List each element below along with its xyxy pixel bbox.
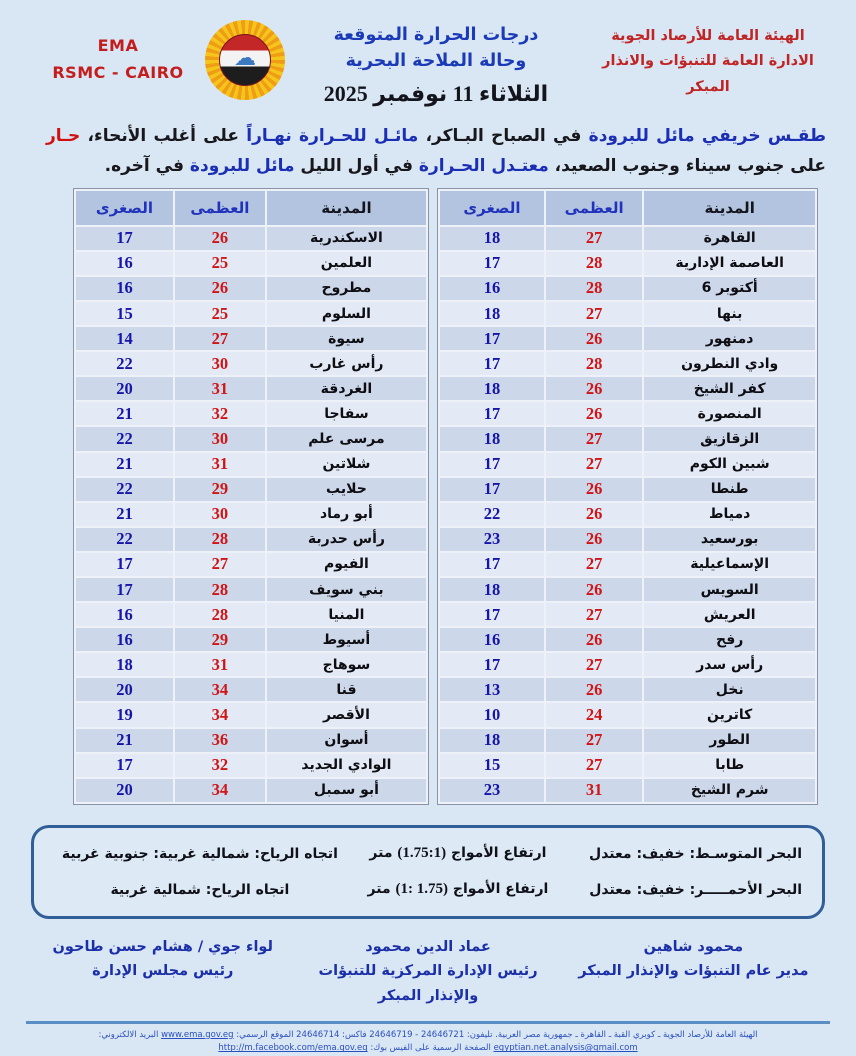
city-cell: طابا: [644, 754, 815, 777]
city-cell: أبو سمبل: [267, 779, 426, 802]
max-temp-cell: 28: [175, 603, 265, 626]
table-row: [76, 327, 426, 350]
footer-text: الصفحة الرسمية على الفيس بوك:: [367, 1043, 494, 1054]
max-temp-cell: 26: [175, 277, 265, 300]
city-cell: أبو رماد: [267, 503, 426, 526]
max-temp-cell: 27: [546, 603, 642, 626]
table-row: [76, 252, 426, 275]
min-temp-cell: 20: [76, 779, 173, 802]
signature-block: [295, 935, 560, 1009]
max-temp-cell: 26: [546, 478, 642, 501]
city-cell: بنها: [644, 302, 815, 325]
max-temp-cell: 26: [175, 227, 265, 250]
forecast-segment: معتـدل الحـرارة: [412, 156, 549, 177]
max-temp-cell: 32: [175, 754, 265, 777]
table-row: [440, 779, 815, 802]
signature-name: عماد الدين محمود: [365, 938, 491, 955]
temperature-table-coast-upper-egypt: [73, 188, 429, 805]
min-temp-cell: 22: [76, 528, 173, 551]
min-temp-cell: 16: [76, 628, 173, 651]
min-temp-cell: 17: [76, 227, 173, 250]
min-temp-cell: 23: [440, 779, 544, 802]
max-temp-cell: 27: [546, 553, 642, 576]
table-row: [76, 754, 426, 777]
table-row: [440, 503, 815, 526]
city-cell: رفح: [644, 628, 815, 651]
city-cell: دمنهور: [644, 327, 815, 350]
forecast-paragraph: [46, 121, 826, 182]
max-temp-cell: 28: [546, 252, 642, 275]
min-temp-cell: 15: [440, 754, 544, 777]
max-temp-cell: 29: [175, 628, 265, 651]
city-cell: الطور: [644, 729, 815, 752]
sea-state: البحر الأحمـــــر: خفيف: معتدل: [589, 881, 802, 898]
max-temp-cell: 27: [546, 302, 642, 325]
city-cell: طنطا: [644, 478, 815, 501]
wave-height-unit: متر: [367, 881, 396, 898]
wind-direction: اتجاه الرياح: شمالية غربية: جنوبية غربية: [61, 845, 338, 862]
forecast-segment: في الصباح البـاكر،: [418, 125, 582, 146]
document-date: الثلاثاء 11 نوفمبر 2025: [323, 80, 549, 106]
min-temp-cell: 16: [76, 277, 173, 300]
city-cell: 6 أكتوبر: [644, 277, 815, 300]
city-cell: الوادي الجديد: [267, 754, 426, 777]
city-cell: الإسماعيلية: [644, 553, 815, 576]
city-cell: سيوة: [267, 327, 426, 350]
city-cell: نخل: [644, 678, 815, 701]
forecast-segment: على جنوب سيناء وجنوب الصعيد،: [548, 156, 826, 177]
max-temp-cell: 26: [546, 628, 642, 651]
city-cell: شرم الشيخ: [644, 779, 815, 802]
city-cell: المنصورة: [644, 402, 815, 425]
max-temp-cell: 31: [546, 779, 642, 802]
city-cell: سوهاج: [267, 653, 426, 676]
min-temp-cell: 21: [76, 729, 173, 752]
ema-rsmc-cairo: RSMC - CAIRO: [52, 63, 184, 83]
min-temp-cell: 18: [440, 729, 544, 752]
max-temp-cell: 34: [175, 779, 265, 802]
min-temp-cell: 18: [440, 377, 544, 400]
max-temp-cell: 31: [175, 453, 265, 476]
max-temp-cell: 27: [546, 653, 642, 676]
ema-sun-logo-icon: [205, 20, 285, 100]
table-row: [440, 653, 815, 676]
city-cell: كفر الشيخ: [644, 377, 815, 400]
marine-row: [54, 836, 802, 872]
forecast-segment: مائـل للحـرارة نهـاراً: [238, 125, 419, 146]
city-cell: الأقصر: [267, 703, 426, 726]
wave-height-value: (1: 1.75): [395, 881, 448, 898]
table-row: [440, 277, 815, 300]
max-temp-cell: 30: [175, 427, 265, 450]
city-cell: بورسعيد: [644, 528, 815, 551]
table-row: [76, 302, 426, 325]
table-row: [440, 478, 815, 501]
max-temp-cell: 25: [175, 252, 265, 275]
marine-conditions-box: [31, 825, 825, 919]
city-cell: حلايب: [267, 478, 426, 501]
min-temp-cell: 16: [440, 628, 544, 651]
table-row: [76, 352, 426, 375]
table-row: [76, 453, 426, 476]
city-cell: السلوم: [267, 302, 426, 325]
max-temp-cell: 26: [546, 503, 642, 526]
min-temp-cell: 18: [440, 227, 544, 250]
min-temp-cell: 17: [76, 553, 173, 576]
forecast-segment: حـار: [46, 125, 81, 146]
table-row: [440, 603, 815, 626]
max-temp-cell: 26: [546, 578, 642, 601]
table-row: [76, 478, 426, 501]
min-temp-cell: 22: [76, 427, 173, 450]
min-temp-cell: 17: [440, 402, 544, 425]
logo-wrap: [202, 18, 288, 100]
min-temp-cell: 18: [440, 578, 544, 601]
min-temp-cell: 21: [76, 503, 173, 526]
min-temp-cell: 17: [440, 327, 544, 350]
max-temp-cell: 31: [175, 377, 265, 400]
min-temp-cell: 17: [440, 453, 544, 476]
egypt-flag-disc-icon: [219, 34, 271, 86]
table-row: [76, 703, 426, 726]
wind-direction: اتجاه الرياح: شمالية غربية: [110, 881, 290, 898]
table-row: [76, 603, 426, 626]
table-row: [76, 678, 426, 701]
city-cell: وادي النطرون: [644, 352, 815, 375]
max-temp-cell: 26: [546, 678, 642, 701]
column-header-city: المدينة: [644, 191, 815, 225]
max-temp-cell: 24: [546, 703, 642, 726]
wave-height-label: ارتفاع الأمواج: [448, 881, 549, 898]
wave-height: [346, 845, 570, 862]
max-temp-cell: 26: [546, 377, 642, 400]
ema-block: [34, 18, 202, 86]
table-row: [440, 302, 815, 325]
min-temp-cell: 17: [440, 352, 544, 375]
min-temp-cell: 17: [440, 252, 544, 275]
city-cell: الغردقة: [267, 377, 426, 400]
title-block: [288, 18, 584, 107]
city-cell: الزقازيق: [644, 427, 815, 450]
city-cell: أسوان: [267, 729, 426, 752]
city-cell: بني سويف: [267, 578, 426, 601]
signature-title: مدير عام التنبؤات والإنذار المبكر: [578, 963, 809, 980]
min-temp-cell: 18: [440, 302, 544, 325]
min-temp-cell: 18: [440, 427, 544, 450]
city-cell: قنا: [267, 678, 426, 701]
table-row: [76, 227, 426, 250]
city-cell: السويس: [644, 578, 815, 601]
table-row: [440, 252, 815, 275]
table-row: [440, 453, 815, 476]
footer-contact-line: [30, 1029, 826, 1056]
min-temp-cell: 20: [76, 678, 173, 701]
table-row: [76, 578, 426, 601]
table-row: [76, 402, 426, 425]
city-cell: الاسكندرية: [267, 227, 426, 250]
wave-height-label: ارتفاع الأمواج: [446, 845, 547, 862]
forecast-segment: في أول الليل: [294, 156, 413, 177]
table-row: [440, 528, 815, 551]
temperature-tables: [73, 188, 818, 805]
max-temp-cell: 27: [546, 427, 642, 450]
table-row: [76, 503, 426, 526]
table-row: [440, 427, 815, 450]
wave-height-value: (1.75:1): [397, 845, 447, 862]
table-row: [76, 427, 426, 450]
city-cell: مرسى علم: [267, 427, 426, 450]
column-header-city: المدينة: [267, 191, 426, 225]
max-temp-cell: 28: [546, 277, 642, 300]
min-temp-cell: 17: [76, 754, 173, 777]
min-temp-cell: 22: [440, 503, 544, 526]
city-cell: مطروح: [267, 277, 426, 300]
wave-height-unit: متر: [369, 845, 398, 862]
document-title: درجات الحرارة المتوقعة وحالة الملاحة البحرية: [333, 25, 539, 72]
max-temp-cell: 27: [546, 227, 642, 250]
ema-abbr: EMA: [97, 36, 139, 55]
min-temp-cell: 17: [440, 603, 544, 626]
min-temp-cell: 20: [76, 377, 173, 400]
max-temp-cell: 34: [175, 678, 265, 701]
min-temp-cell: 22: [76, 352, 173, 375]
city-cell: رأس حدربة: [267, 528, 426, 551]
table-header-row: [440, 191, 815, 225]
min-temp-cell: 23: [440, 528, 544, 551]
table-header-row: [76, 191, 426, 225]
marine-row: [54, 872, 802, 908]
min-temp-cell: 17: [76, 578, 173, 601]
cloud-icon: ☁: [234, 45, 256, 71]
max-temp-cell: 26: [546, 402, 642, 425]
min-temp-cell: 17: [440, 553, 544, 576]
max-temp-cell: 28: [175, 578, 265, 601]
table-row: [440, 377, 815, 400]
max-temp-cell: 28: [175, 528, 265, 551]
max-temp-cell: 30: [175, 503, 265, 526]
footer-link[interactable]: http://m.facebook.com/ema.gov.eg: [218, 1043, 368, 1054]
column-header-min: الصغرى: [76, 191, 173, 225]
signature-name: محمود شاهين: [643, 938, 744, 955]
table-row: [76, 653, 426, 676]
max-temp-cell: 26: [546, 327, 642, 350]
city-cell: العريش: [644, 603, 815, 626]
min-temp-cell: 19: [76, 703, 173, 726]
table-row: [440, 553, 815, 576]
table-row: [440, 703, 815, 726]
max-temp-cell: 36: [175, 729, 265, 752]
sea-state: البحر المتوسـط: خفيف: معتدل: [589, 845, 802, 862]
max-temp-cell: 27: [175, 553, 265, 576]
city-cell: رأس سدر: [644, 653, 815, 676]
table-row: [76, 779, 426, 802]
authority-department: الادارة العامة للتنبؤات والانذار المبكر: [602, 53, 814, 95]
forecast-segment: على أغلب الأنحاء،: [80, 125, 239, 146]
max-temp-cell: 25: [175, 302, 265, 325]
table-row: [440, 352, 815, 375]
min-temp-cell: 10: [440, 703, 544, 726]
signatures: [30, 935, 826, 1009]
city-cell: كاترين: [644, 703, 815, 726]
authority-block: [584, 18, 832, 100]
max-temp-cell: 31: [175, 653, 265, 676]
table-row: [440, 628, 815, 651]
column-header-max: العظمى: [546, 191, 642, 225]
min-temp-cell: 16: [76, 603, 173, 626]
column-header-min: الصغرى: [440, 191, 544, 225]
table-row: [440, 729, 815, 752]
city-cell: المنيا: [267, 603, 426, 626]
city-cell: أسيوط: [267, 628, 426, 651]
city-cell: شلاتين: [267, 453, 426, 476]
max-temp-cell: 30: [175, 352, 265, 375]
footer-link[interactable]: www.ema.gov.eg: [161, 1029, 234, 1040]
signature-name: لواء جوي / هشام حسن طاحون: [52, 938, 273, 955]
min-temp-cell: 14: [76, 327, 173, 350]
signature-block: [30, 935, 295, 1009]
signature-title: رئيس مجلس الإدارة: [92, 963, 234, 980]
min-temp-cell: 21: [76, 453, 173, 476]
city-cell: رأس غارب: [267, 352, 426, 375]
max-temp-cell: 32: [175, 402, 265, 425]
column-header-max: العظمى: [175, 191, 265, 225]
max-temp-cell: 26: [546, 528, 642, 551]
authority-name: الهيئة العامة للأرصاد الجوية: [611, 28, 805, 44]
footer-text: البريد الالكتروني:: [98, 1029, 162, 1040]
forecast-segment: مائل للبرودة: [184, 156, 295, 177]
city-cell: القاهرة: [644, 227, 815, 250]
table-row: [440, 327, 815, 350]
max-temp-cell: 34: [175, 703, 265, 726]
table-row: [76, 628, 426, 651]
max-temp-cell: 27: [546, 754, 642, 777]
table-row: [440, 754, 815, 777]
table-row: [76, 729, 426, 752]
max-temp-cell: 27: [546, 453, 642, 476]
footer-link[interactable]: egyptian.net.analysis@gmail.com: [493, 1043, 638, 1054]
table-row: [440, 402, 815, 425]
header: [34, 18, 832, 107]
min-temp-cell: 16: [76, 252, 173, 275]
footer-text: الهيئة العامة للأرصاد الجوية ـ كوبري القبة ـ القاهرة ـ جمهورية مصر العربية. تليفون: 24646721 - 24646719 فاكس: 24646714 الموقع الرسمي:: [233, 1029, 758, 1040]
city-cell: العاصمة الإدارية: [644, 252, 815, 275]
table-row: [76, 277, 426, 300]
min-temp-cell: 17: [440, 478, 544, 501]
city-cell: شبين الكوم: [644, 453, 815, 476]
table-row: [440, 227, 815, 250]
min-temp-cell: 22: [76, 478, 173, 501]
table-row: [76, 528, 426, 551]
wave-height: [346, 881, 570, 898]
min-temp-cell: 16: [440, 277, 544, 300]
max-temp-cell: 28: [546, 352, 642, 375]
footer-divider: [26, 1021, 830, 1024]
city-cell: دمياط: [644, 503, 815, 526]
city-cell: العلمين: [267, 252, 426, 275]
table-row: [76, 553, 426, 576]
min-temp-cell: 18: [76, 653, 173, 676]
min-temp-cell: 13: [440, 678, 544, 701]
table-row: [76, 377, 426, 400]
table-row: [440, 678, 815, 701]
forecast-segment: في آخره.: [104, 156, 185, 177]
table-row: [440, 578, 815, 601]
max-temp-cell: 27: [175, 327, 265, 350]
forecast-segment: طقـس خريفي مائل للبرودة: [581, 125, 826, 146]
city-cell: الفيوم: [267, 553, 426, 576]
signature-block: [561, 935, 826, 1009]
temperature-table-cairo-delta-sinai: [437, 188, 818, 805]
max-temp-cell: 27: [546, 729, 642, 752]
min-temp-cell: 17: [440, 653, 544, 676]
signature-title: رئيس الإدارة المركزية للتنبؤات والإنذار المبكر: [318, 963, 538, 1005]
min-temp-cell: 15: [76, 302, 173, 325]
max-temp-cell: 29: [175, 478, 265, 501]
city-cell: سفاجا: [267, 402, 426, 425]
min-temp-cell: 21: [76, 402, 173, 425]
